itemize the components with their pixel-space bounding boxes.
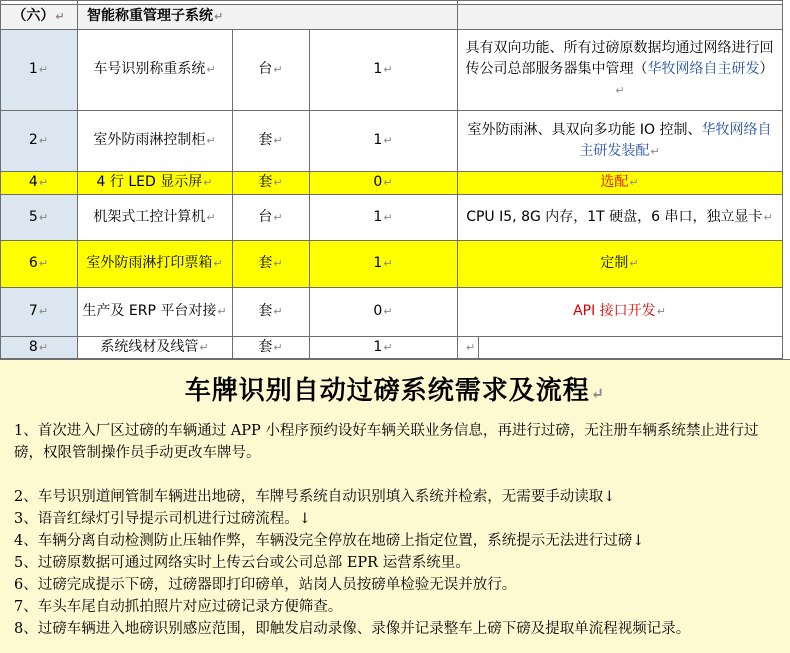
grid-line-horizontal bbox=[0, 171, 782, 172]
requirement-item: 5、过磅原数据可通过网络实时上传云台或公司总部 EPR 运营系统里。 bbox=[14, 555, 470, 571]
cell-index-text: 2 bbox=[28, 132, 38, 148]
note-text bbox=[573, 301, 666, 322]
paragraph-mark: ↵ bbox=[38, 305, 49, 318]
paragraph-mark: ↵ bbox=[199, 340, 209, 354]
cell-unit bbox=[232, 336, 309, 358]
note-segment: 定制 bbox=[600, 255, 629, 271]
section-heading-row bbox=[0, 4, 782, 29]
cell-note bbox=[457, 171, 782, 194]
cell-index bbox=[0, 110, 77, 171]
note-segment: CPU I5, 8G 内存，1T 硬盘，6 串口，独立显卡 bbox=[466, 208, 763, 225]
requirement-item: 8、过磅车辆进入地磅识别感应范围，即触发启动录像、录像并记录整车上磅下磅及提取单流程视频记录。 bbox=[14, 621, 691, 637]
cell-name-text: 车号识别称重系统 bbox=[93, 61, 206, 77]
cell-index bbox=[0, 171, 77, 194]
requirement-item: 2、车号识别道闸管制车辆进出地磅，车牌号系统自动识别填入系统并检索，无需要手动读取↓ bbox=[14, 489, 616, 505]
requirement-item: 4、车辆分离自动检测防止压轴作弊，车辆没完全停放在地磅上指定位置，系统提示无法进行过磅↓ bbox=[14, 533, 645, 549]
table-row bbox=[0, 194, 782, 240]
paragraph-mark: ↵ bbox=[273, 176, 283, 189]
grid-line-horizontal bbox=[0, 336, 782, 337]
cell-unit-text: 套 bbox=[258, 338, 273, 355]
paragraph-mark: ↵ bbox=[38, 210, 49, 224]
paragraph-mark: ↵ bbox=[383, 176, 393, 189]
cell-name-text: 机架式工控计算机 bbox=[93, 208, 206, 225]
cell-qty-text: 1 bbox=[373, 208, 383, 225]
cell-index-text: 5 bbox=[28, 208, 38, 225]
cell-index bbox=[0, 194, 77, 240]
paragraph-mark: ↵ bbox=[273, 305, 283, 318]
table-row bbox=[0, 29, 782, 110]
cell-unit bbox=[232, 240, 309, 287]
cell-unit-text: 套 bbox=[258, 303, 273, 319]
grid-line-horizontal bbox=[0, 358, 782, 359]
note-text bbox=[600, 172, 638, 193]
cell-name-text: 生产及 ERP 平台对接 bbox=[82, 303, 217, 319]
cell-unit bbox=[232, 110, 309, 171]
paragraph-mark: ↵ bbox=[213, 257, 223, 270]
note-segment: 华牧网络自主研发装配 bbox=[579, 121, 772, 159]
grid-line-horizontal bbox=[0, 240, 782, 241]
requirement-item: 7、车头车尾自动抓拍照片对应过磅记录方便筛查。 bbox=[14, 599, 343, 615]
paragraph-mark: ↵ bbox=[383, 305, 393, 318]
paragraph-mark: ↵ bbox=[273, 257, 283, 270]
cell-name bbox=[77, 240, 232, 287]
grid-line-horizontal bbox=[0, 110, 782, 111]
cell-unit bbox=[232, 171, 309, 194]
cell-name-text: 室外防雨淋打印票箱 bbox=[86, 255, 213, 271]
paragraph-mark: ↵ bbox=[38, 176, 49, 189]
cell-qty bbox=[309, 240, 457, 287]
cell-note bbox=[457, 287, 782, 336]
paragraph-mark: ↵ bbox=[206, 63, 216, 76]
cell-unit bbox=[232, 287, 309, 336]
section-number: （六） ↵ bbox=[12, 8, 65, 24]
cell-qty-text: 0 bbox=[373, 174, 383, 190]
cell-name bbox=[77, 29, 232, 110]
paragraph-mark: ↵ bbox=[273, 134, 283, 147]
cell-index-text: 1 bbox=[28, 61, 38, 77]
cell-qty bbox=[309, 171, 457, 194]
requirements-title: 车牌识别自动过磅系统需求及流程↵ bbox=[184, 376, 606, 406]
paragraph-mark: ↵ bbox=[383, 340, 393, 354]
table-row bbox=[0, 336, 782, 358]
cell-qty bbox=[309, 194, 457, 240]
note-segment: 室外防雨淋、具双向多功能 IO 控制、 bbox=[467, 121, 702, 138]
cell-note bbox=[457, 336, 782, 358]
cell-name-text: 室外防雨淋控制柜 bbox=[93, 132, 206, 148]
paragraph-mark: ↵ bbox=[466, 340, 476, 354]
note-segment: 华牧网络自主研发 bbox=[647, 61, 760, 77]
grid-line-horizontal bbox=[0, 0, 782, 1]
cell-index-text: 6 bbox=[28, 255, 38, 271]
cell-unit-text: 台 bbox=[258, 61, 273, 77]
cell-note bbox=[457, 194, 782, 240]
note-segment: ） bbox=[759, 61, 774, 77]
requirement-item: 1、首次进入厂区过磅的车辆通过 APP 小程序预约设好车辆关联业务信息，再进行过磅，无注册车辆系统禁止进行过磅，权限管制操作员手动更改车牌号。 bbox=[14, 423, 759, 461]
grid-line-horizontal bbox=[0, 4, 782, 5]
cell-unit-text: 套 bbox=[258, 132, 273, 148]
cell-index-text: 7 bbox=[28, 303, 38, 319]
cell-note bbox=[457, 110, 782, 171]
cell-index-text: 4 bbox=[28, 174, 38, 190]
paragraph-mark: ↵ bbox=[273, 340, 283, 354]
section-title: 智能称重管理子系统 ↵ bbox=[87, 8, 224, 24]
paragraph-mark: ↵ bbox=[38, 257, 49, 270]
cell-unit bbox=[232, 194, 309, 240]
paragraph-mark: ↵ bbox=[383, 257, 393, 270]
cell-name bbox=[77, 194, 232, 240]
cell-note bbox=[457, 240, 782, 287]
cell-index-text: 8 bbox=[28, 338, 38, 355]
paragraph-mark: ↵ bbox=[383, 134, 393, 147]
note-segment: 选配 bbox=[600, 174, 629, 190]
cell-name bbox=[77, 336, 232, 358]
cell-note bbox=[457, 29, 782, 110]
requirement-item: 3、语音红绿灯引导提示司机进行过磅流程。↓ bbox=[14, 511, 311, 527]
paragraph-mark: ↵ bbox=[629, 257, 639, 270]
cell-unit-text: 套 bbox=[258, 174, 273, 190]
cell-name bbox=[77, 171, 232, 194]
grid-line-horizontal bbox=[0, 287, 782, 288]
cell-qty-text: 1 bbox=[373, 338, 383, 355]
note-text bbox=[465, 337, 475, 358]
requirement-item: 6、过磅完成提示下磅，过磅器即打印磅单，站岗人员按磅单检验无误并放行。 bbox=[14, 577, 517, 593]
requirements-panel bbox=[0, 359, 790, 653]
cell-qty bbox=[309, 29, 457, 110]
cell-qty-text: 1 bbox=[373, 132, 383, 148]
paragraph-mark: ↵ bbox=[273, 63, 283, 76]
paragraph-mark: ↵ bbox=[217, 305, 227, 318]
cell-name bbox=[77, 287, 232, 336]
paragraph-mark: ↵ bbox=[383, 63, 393, 76]
table-row bbox=[0, 110, 782, 171]
cell-unit-text: 套 bbox=[258, 255, 273, 271]
paragraph-mark: ↵ bbox=[383, 210, 393, 224]
paragraph-mark: ↵ bbox=[763, 210, 773, 224]
cell-divider bbox=[478, 336, 479, 358]
cell-unit-text: 台 bbox=[258, 208, 273, 225]
cell-name-text: 系统线材及线管 bbox=[100, 338, 199, 355]
paragraph-mark: ↵ bbox=[206, 134, 216, 147]
paragraph-mark: ↵ bbox=[656, 305, 666, 318]
sheet-edge bbox=[782, 0, 790, 359]
paragraph-mark: ↵ bbox=[38, 134, 49, 147]
note-text bbox=[600, 253, 638, 274]
grid-line-horizontal bbox=[0, 194, 782, 195]
paragraph-mark: ↵ bbox=[273, 210, 283, 224]
note-text bbox=[466, 207, 773, 228]
note-text bbox=[465, 120, 774, 162]
grid-line-vertical bbox=[782, 0, 783, 359]
paragraph-mark: ↵ bbox=[650, 144, 660, 158]
grid-line-vertical bbox=[0, 0, 1, 359]
note-segment: API 接口开发 bbox=[573, 303, 656, 319]
cell-qty bbox=[309, 110, 457, 171]
paragraph-mark: ↵ bbox=[615, 84, 625, 97]
grid-line-vertical bbox=[457, 0, 458, 359]
grid-line-vertical bbox=[77, 0, 78, 359]
cell-index bbox=[0, 287, 77, 336]
table-row bbox=[0, 240, 782, 287]
cell-index bbox=[0, 240, 77, 287]
cell-unit bbox=[232, 29, 309, 110]
cell-index bbox=[0, 336, 77, 358]
cell-qty-text: 0 bbox=[373, 303, 383, 319]
note-text bbox=[465, 38, 774, 101]
cell-qty bbox=[309, 336, 457, 358]
table-row bbox=[0, 287, 782, 336]
table-row bbox=[0, 171, 782, 194]
cell-index bbox=[0, 29, 77, 110]
cell-qty-text: 1 bbox=[373, 61, 383, 77]
cell-qty bbox=[309, 287, 457, 336]
paragraph-mark: ↵ bbox=[38, 340, 49, 354]
note-segment: 具有双向功能、所有过磅原数据均通过网络进行回传公司总部服务器集中管理（ bbox=[465, 40, 774, 77]
cell-qty-text: 1 bbox=[373, 255, 383, 271]
paragraph-mark: ↵ bbox=[629, 176, 639, 189]
grid-line-horizontal bbox=[0, 29, 782, 30]
paragraph-mark: ↵ bbox=[206, 210, 216, 224]
cell-name bbox=[77, 110, 232, 171]
paragraph-mark: ↵ bbox=[38, 63, 49, 76]
cell-name-text: 4 行 LED 显示屏 bbox=[96, 174, 203, 190]
paragraph-mark: ↵ bbox=[203, 176, 213, 189]
